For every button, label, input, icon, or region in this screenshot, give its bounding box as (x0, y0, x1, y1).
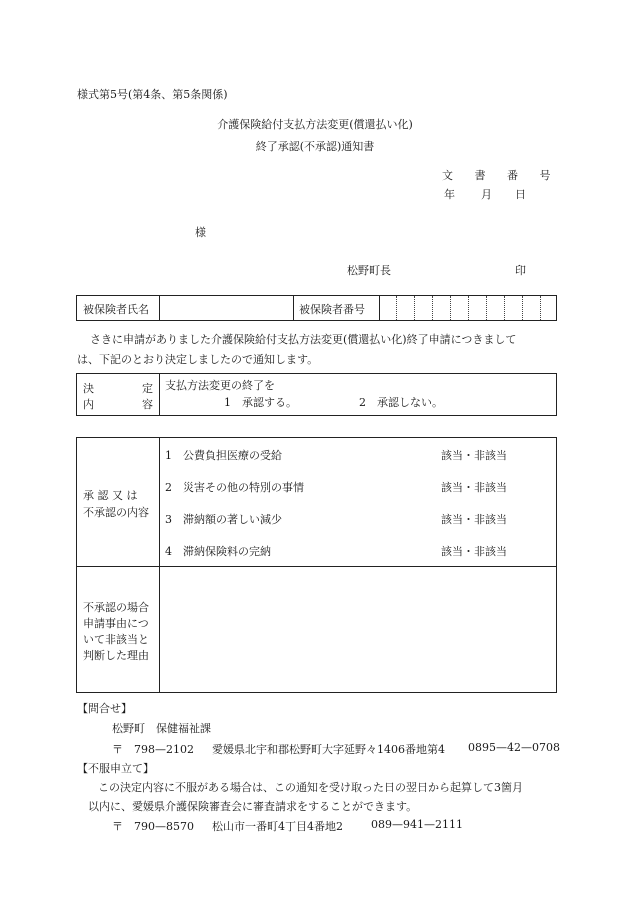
intro-line1: さきに申請がありました介護保険給付支払方法変更(償還払い化)終了申請につきまして (90, 333, 517, 346)
decision-label-bottom: 内 容 (83, 398, 153, 411)
appeal-phone: 089—941—2111 (371, 818, 463, 831)
decision-heading: 支払方法変更の終了を (165, 379, 275, 392)
approval-table (76, 437, 557, 693)
reason-text-area[interactable] (160, 567, 556, 692)
issuer-name: 松野町長 (347, 264, 391, 277)
form-number: 様式第5号(第4条、第5条関係) (77, 88, 228, 101)
decision-table (76, 373, 557, 416)
inquiry-department: 松野町 保健福祉課 (112, 722, 211, 735)
approval-item-3-status[interactable]: 該当・非該当 (441, 513, 507, 526)
reason-label-line4: 判断した理由 (83, 649, 149, 662)
appeal-postal: 〒 790—8570 (112, 820, 194, 833)
seal-mark: 印 (515, 264, 526, 277)
insured-name-label: 被保険者氏名 (83, 303, 149, 316)
decision-option-approve[interactable]: 1 承認する。 (224, 396, 297, 409)
date-day: 日 (515, 188, 526, 201)
date-month: 月 (481, 188, 492, 201)
insured-number-label: 被保険者番号 (299, 303, 365, 316)
addressee-suffix: 様 (195, 226, 206, 239)
insured-table (76, 295, 557, 321)
appeal-line1: この決定内容に不服がある場合は、この通知を受け取った日の翌日から起算して3箇月 (98, 781, 523, 794)
appeal-line2: 以内に、愛媛県介護保険審査会に審査請求をすることができます。 (88, 800, 418, 813)
title-line2: 終了承認(不承認)通知書 (255, 140, 375, 153)
insured-name-cell[interactable] (160, 296, 293, 320)
inquiry-phone: 0895—42—0708 (468, 741, 560, 754)
inquiry-address: 愛媛県北宇和郡松野町大字延野々1406番地第4 (212, 743, 445, 756)
decision-option-reject[interactable]: 2 承認しない。 (359, 396, 443, 409)
approval-item-1: 1 公費負担医療の受給 (165, 449, 282, 462)
title-line1: 介護保険給付支払方法変更(償還払い化) (217, 118, 413, 131)
decision-label-top: 決 定 (83, 382, 153, 395)
reason-label-line1: 不承認の場合 (83, 601, 149, 614)
doc-number-label: 文 書 番 号 (442, 169, 560, 182)
reason-label-line3: いて非該当と (83, 633, 149, 646)
approval-label-line1: 承 認 又 は (83, 489, 138, 502)
inquiry-postal: 〒 798—2102 (112, 743, 194, 756)
approval-item-4-status[interactable]: 該当・非該当 (441, 545, 507, 558)
date-year: 年 (444, 188, 455, 201)
appeal-address: 松山市一番町4丁目4番地2 (212, 820, 343, 833)
approval-item-2-status[interactable]: 該当・非該当 (441, 481, 507, 494)
appeal-heading: 【不服申立て】 (77, 762, 154, 775)
approval-item-3: 3 滞納額の著しい減少 (165, 513, 282, 526)
insured-number-cells[interactable] (380, 296, 556, 320)
intro-line2: は、下記のとおり決定しましたので通知します。 (77, 353, 319, 366)
approval-item-4: 4 滞納保険料の完納 (165, 545, 271, 558)
approval-label-line2: 不承認の内容 (83, 506, 149, 519)
approval-item-2: 2 災害その他の特別の事情 (165, 481, 304, 494)
reason-label-line2: 申請事由につ (83, 617, 149, 630)
inquiry-heading: 【問合せ】 (77, 702, 132, 715)
approval-item-1-status[interactable]: 該当・非該当 (441, 449, 507, 462)
